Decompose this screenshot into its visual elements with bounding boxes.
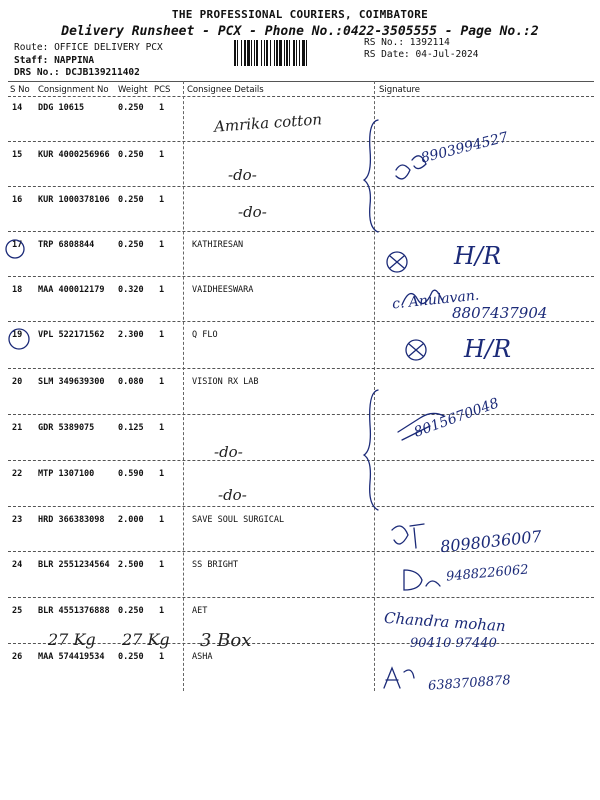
consignee-name: ASHA [192,652,213,662]
consignee-name: VISION RX LAB [192,377,259,387]
col-header-pcs: PCS [154,85,171,95]
consignment-number: GDR 5389075 [38,423,95,433]
handwritten-consignee-14: Amrika cotton [213,110,323,136]
handwritten-weight-note-2: 27 Kg [122,630,170,649]
pieces-count: 1 [159,423,165,433]
rs-no-value: 1392114 [409,37,450,48]
pieces-count: 1 [159,330,165,340]
brace-rows-14-16 [364,120,378,232]
pieces-count: 1 [159,103,165,113]
drs-label: DRS No.: [14,67,60,78]
pieces-count: 1 [159,469,165,479]
pieces-count: 1 [159,606,165,616]
weight-value: 0.250 [118,240,144,250]
col-header-signature: Signature [379,85,421,95]
signature-name-18: c. Anulavan. [391,287,481,313]
col-header-sno: S No [10,85,30,95]
runsheet-subtitle: Delivery Runsheet - PCX - Phone No.:0422-3505555 - Page No.:2 [61,24,539,39]
pieces-count: 1 [159,285,165,295]
serial-number: 17 [12,240,23,250]
staff-value: NAPPINA [54,55,95,66]
signature-phone-15: 8903994527 [419,129,510,167]
rs-date-value: 04-Jul-2024 [415,49,479,60]
serial-number: 20 [12,377,23,387]
company-title: THE PROFESSIONAL COURIERS, COIMBATORE [171,8,429,21]
drs-value: DCJB139211402 [65,67,140,78]
pieces-count: 1 [159,515,165,525]
weight-value: 0.250 [118,652,144,662]
weight-value: 2.500 [118,560,144,570]
weight-value: 2.000 [118,515,144,525]
consignment-number: KUR 1000378106 [38,195,110,205]
consignment-number: KUR 4000256966 [38,150,110,160]
circled-sno-17 [6,240,24,258]
consignee-name: Q FLO [192,330,218,340]
cross-mark-17 [390,256,404,268]
signature-phone-18: 8807437904 [452,304,548,322]
consignment-number: MAA 400012179 [38,285,105,295]
serial-number: 22 [12,469,23,479]
signature-scribble-26 [384,668,414,688]
signature-phone-24: 9488226062 [445,562,530,585]
col-header-consignee: Consignee Details [187,85,264,95]
pieces-count: 1 [159,150,165,160]
consignment-number: HRD 366383098 [38,515,105,525]
consignment-number: BLR 4551376888 [38,606,110,616]
handwritten-consignee-16: -do- [238,203,267,221]
signature-name-25: Chandra mohan [383,608,507,636]
consignee-name: VAIDHEESWARA [192,285,254,295]
pieces-count: 1 [159,652,165,662]
serial-number: 21 [12,423,23,433]
rs-no-label: RS No.: [364,37,405,48]
pieces-count: 1 [159,560,165,570]
handwritten-consignee-15: -do- [228,166,257,184]
signature-scribble-15 [396,156,426,179]
handwritten-consignee-22: -do- [218,486,247,504]
signature-scribble-23 [392,524,424,548]
consignment-number: MTP 1307100 [38,469,95,479]
signature-scribble-18 [402,290,442,305]
signature-hr-17: H/R [454,242,502,270]
pieces-count: 1 [159,240,165,250]
consignee-name: AET [192,606,208,616]
serial-number: 16 [12,195,23,205]
weight-value: 2.300 [118,330,144,340]
consignee-name: SS BRIGHT [192,560,239,570]
cross-mark-19 [409,344,423,356]
signature-phone-26: 6383708878 [427,673,512,694]
serial-number: 25 [12,606,23,616]
brace-rows-20-22 [364,390,378,510]
weight-value: 0.590 [118,469,144,479]
consignment-number: MAA 574419534 [38,652,105,662]
handwritten-consignee-21: -do- [214,443,243,461]
staff-label: Staff: [14,55,49,66]
pieces-count: 1 [159,377,165,387]
route-label: Route: [14,42,49,53]
consignment-number: VPL 522171562 [38,330,105,340]
signature-scribble-24 [404,570,440,590]
handwritten-box-count: 3 Box [200,630,252,651]
consignment-number: TRP 6808844 [38,240,95,250]
weight-value: 0.125 [118,423,144,433]
consignee-name: KATHIRESAN [192,240,244,250]
serial-number: 24 [12,560,23,570]
consignment-number: SLM 349639300 [38,377,105,387]
signature-hr-19: H/R [464,335,512,363]
weight-value: 0.250 [118,195,144,205]
circled-sno-19 [9,329,29,349]
col-header-consignment: Consignment No [38,85,109,95]
weight-value: 0.080 [118,377,144,387]
signature-phone-23: 8098036007 [439,526,543,557]
serial-number: 15 [12,150,23,160]
handwritten-weight-note: 27 Kg [48,630,96,649]
signature-phone-25: 90410 97440 [410,636,497,651]
weight-value: 0.250 [118,103,144,113]
consignment-number: DDG 10615 [38,103,85,113]
weight-value: 0.250 [118,606,144,616]
consignee-name: SAVE SOUL SURGICAL [192,515,285,525]
serial-number: 26 [12,652,23,662]
signature-scribble-21 [398,413,444,440]
rs-date-label: RS Date: [364,49,410,60]
serial-number: 19 [12,330,23,340]
pieces-count: 1 [159,195,165,205]
consignment-number: BLR 2551234564 [38,560,110,570]
signature-phone-21: 8015670048 [411,395,502,441]
serial-number: 23 [12,515,23,525]
weight-value: 0.250 [118,150,144,160]
col-header-weight: Weight [118,85,148,95]
route-value: OFFICE DELIVERY PCX [54,42,163,53]
serial-number: 18 [12,285,23,295]
weight-value: 0.320 [118,285,144,295]
serial-number: 14 [12,103,23,113]
